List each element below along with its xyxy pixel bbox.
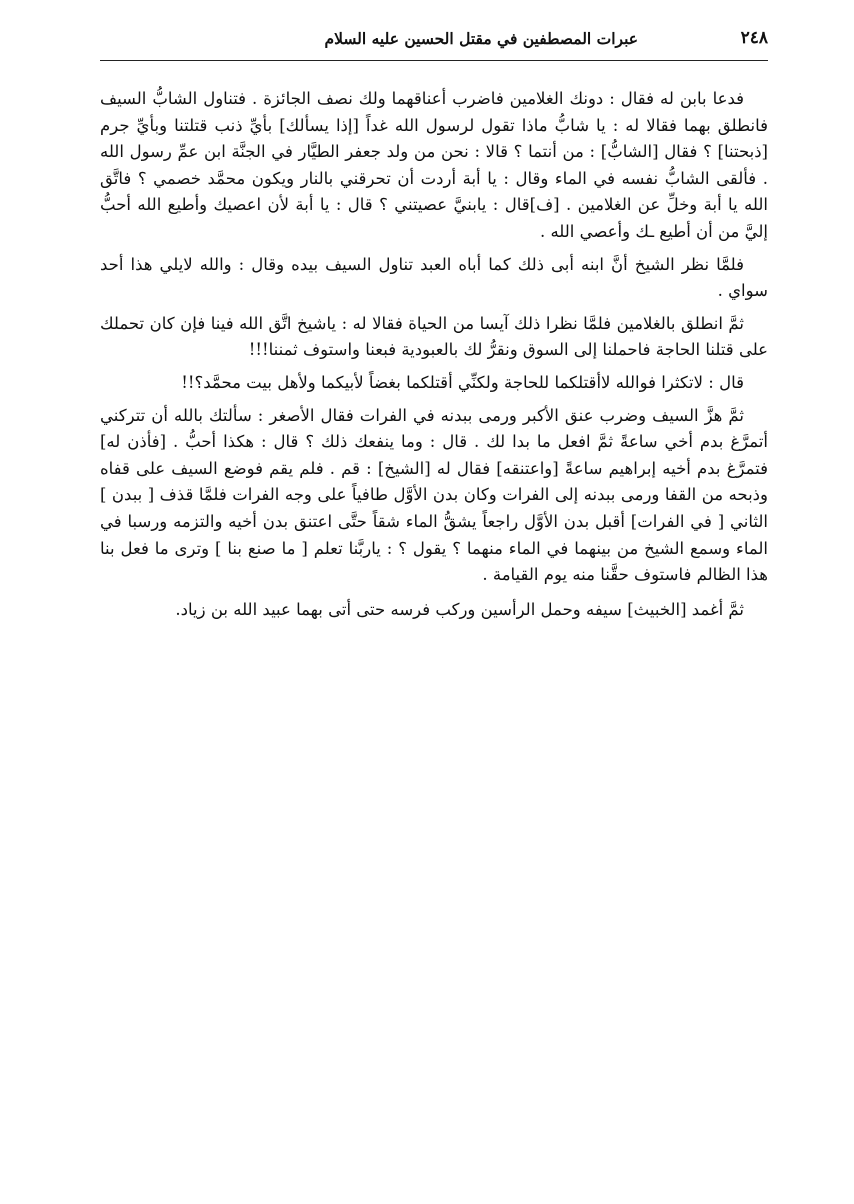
paragraph: فلمَّا نظر الشيخ أنَّ ابنه أبى ذلك كما أباه العبد تناول السيف بيده وقال : والله لايلي هذا أحد سواي . <box>100 254 768 301</box>
paragraph: ثمَّ انطلق بالغلامين فلمَّا نظرا ذلك آيسا من الحياة فقالا له : ياشيخ اتَّق الله فينا فإن كان تحملك على قتلنا الحاجة فاحملنا إلى السوق ونقرُّ لك بالعبودية فبعنا واستوف ثمننا!!! <box>100 313 768 360</box>
running-header <box>100 26 768 61</box>
paragraph: ثمَّ أغمد [الخبيث] سيفه وحمل الرأسين وركب فرسه حتى أتى بهما عبيد الله بن زياد. <box>175 599 744 619</box>
page-number: ٢٤٨ <box>740 28 768 48</box>
paragraph: فدعا بابن له فقال : دونك الغلامين فاضرب أعناقهما ولك نصف الجائزة . فتناول الشابُّ السيف فانطلق بهما فقالا له : يا شابُّ ماذا تقول لرسول الله غداً [إذا يسألك] بأيِّ ذنب قتلتنا وبأيِّ جرم [ذبحتنا] ؟ فقال [الشابُّ] : من أنتما ؟ قالا : نحن من ولد جعفر الطيَّار في الجنَّة ابن عمِّ رسول الله . فألقى الشابُّ نفسه في الماء وقال : يا أبة أردت أن تحرقني بالنار ويكون محمَّد خصمي ؟ فاتَّق الله يا أبة وخلِّ عن الغلامين . [ف]قال : يابنيَّ عصيتني ؟ قال : يا أبة لأن اعصيك وأطيع الله أحبُّ إليَّ من أن أطيع ـك وأعصي الله . <box>100 89 768 241</box>
body-text <box>100 86 768 631</box>
paragraph: ثمَّ هزَّ السيف وضرب عنق الأكبر ورمى ببدنه في الفرات فقال الأصغر : سألتك بالله أن تتركني أتمرَّغ بدم أخي ساعةً ثمَّ افعل ما بدا لك . قال : وما ينفعك ذلك ؟ قال : هكذا أحبُّ . [فأذن له] فتمرَّغ بدم أخيه إبراهيم ساعةً [واعتنقه] فقال له [الشيخ] : قم . فلم يقم فوضع السيف على قفاه وذبحه من القفا ورمى ببدنه إلى الفرات وكان بدن الأوَّل طافياً على وجه الفرات فلمَّا قذف [ ببدن ] الثاني [ في الفرات] أقبل بدن الأوَّل راجعاً يشقُّ الماء شقاً حتَّى اعتنق بدن أخيه والتزمه ورسبا في الماء وسمع الشيخ من بينهما في الماء منهما ؟ يقول ؟ : ياربَّنا تعلم [ ما صنع بنا ] وترى ما فعل بنا هذا الظالم فاستوف حقَّنا منه يوم القيامة . <box>100 405 768 585</box>
paragraph: قال : لاتكثرا فوالله لاأقتلكما للحاجة ولكنِّي أقتلكما بغضاً لأبيكما ولأهل بيت محمَّد؟!! <box>181 372 744 392</box>
running-title: عبرات المصطفين في مقتل الحسين عليه السلام <box>324 29 638 48</box>
